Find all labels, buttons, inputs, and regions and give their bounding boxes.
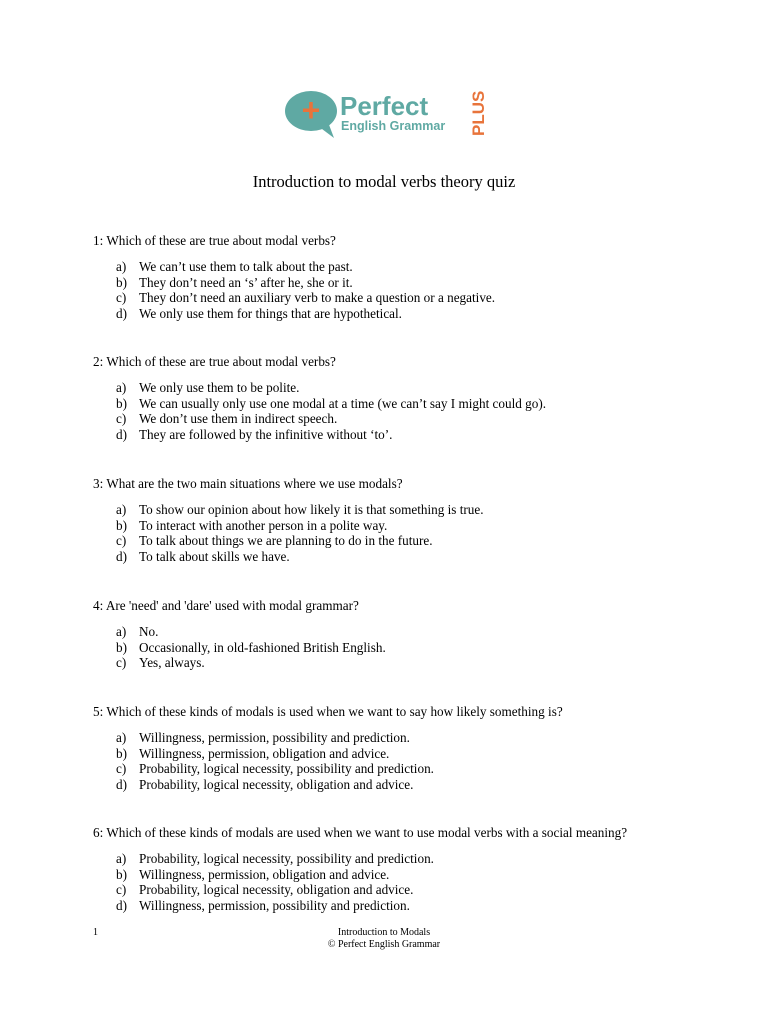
option-letter: a) bbox=[116, 730, 127, 745]
option-text: We don’t use them in indirect speech. bbox=[139, 411, 338, 426]
footer bbox=[0, 927, 768, 951]
option-text: Willingness, permission, possibility and prediction. bbox=[139, 897, 410, 913]
answer-option bbox=[93, 655, 713, 671]
answer-option bbox=[93, 549, 713, 565]
option-text: To interact with another person in a polite way. bbox=[139, 517, 388, 533]
answer-option bbox=[93, 427, 713, 443]
question-text: 2: Which of these are true about modal verbs? bbox=[93, 354, 336, 369]
brand-english-grammar: English Grammar bbox=[341, 119, 446, 133]
answer-option bbox=[93, 306, 713, 322]
answer-options bbox=[93, 502, 713, 564]
question-1 bbox=[93, 233, 713, 321]
option-text: Willingness, permission, obligation and advice. bbox=[139, 866, 390, 882]
option-text: We can’t use them to talk about the past. bbox=[139, 259, 353, 274]
option-letter: d) bbox=[116, 897, 127, 913]
answer-options bbox=[93, 259, 713, 321]
option-letter: a) bbox=[116, 851, 127, 866]
answer-options bbox=[93, 730, 713, 792]
answer-option bbox=[93, 730, 713, 746]
option-letter: a) bbox=[116, 624, 127, 639]
option-letter: b) bbox=[116, 395, 127, 411]
brand-plus: PLUS bbox=[469, 90, 488, 136]
brand-perfect: Perfect bbox=[340, 91, 429, 121]
page-number: 1 bbox=[93, 927, 98, 938]
option-text: No. bbox=[139, 624, 159, 639]
option-letter: b) bbox=[116, 517, 127, 533]
question-5 bbox=[93, 704, 713, 792]
option-text: To talk about skills we have. bbox=[139, 548, 290, 564]
answer-option bbox=[93, 882, 713, 898]
option-text: Probability, logical necessity, obligation and advice. bbox=[139, 776, 414, 792]
brand-logo bbox=[284, 86, 490, 142]
option-letter: d) bbox=[116, 548, 127, 564]
option-text: We only use them for things that are hypothetical. bbox=[139, 305, 402, 321]
option-letter: b) bbox=[116, 866, 127, 882]
answer-option bbox=[93, 259, 713, 275]
question-2 bbox=[93, 354, 713, 442]
answer-option bbox=[93, 640, 713, 656]
page-title: Introduction to modal verbs theory quiz bbox=[252, 172, 516, 191]
answer-option bbox=[93, 380, 713, 396]
answer-option bbox=[93, 411, 713, 427]
option-text: They don’t need an auxiliary verb to make a question or a negative. bbox=[139, 290, 496, 305]
option-letter: b) bbox=[116, 639, 127, 655]
option-text: Willingness, permission, obligation and advice. bbox=[139, 745, 390, 761]
option-letter: b) bbox=[116, 274, 127, 290]
question-6 bbox=[93, 825, 713, 913]
option-letter: a) bbox=[116, 502, 127, 517]
answer-option bbox=[93, 777, 713, 793]
answer-option bbox=[93, 396, 713, 412]
answer-option bbox=[93, 518, 713, 534]
answer-option bbox=[93, 290, 713, 306]
option-letter: c) bbox=[116, 655, 127, 670]
option-letter: d) bbox=[116, 305, 127, 321]
option-text: Probability, logical necessity, possibility and prediction. bbox=[139, 851, 434, 866]
option-text: They don’t need an ‘s’ after he, she or it. bbox=[139, 274, 353, 290]
brand-logo-graphic bbox=[284, 86, 490, 142]
question-text: 1: Which of these are true about modal verbs? bbox=[93, 233, 336, 248]
option-letter: c) bbox=[116, 290, 127, 305]
option-text: Occasionally, in old-fashioned British English. bbox=[139, 639, 386, 655]
option-text: Willingness, permission, possibility and prediction. bbox=[139, 730, 410, 745]
option-letter: c) bbox=[116, 411, 127, 426]
option-letter: a) bbox=[116, 259, 127, 274]
question-text: 5: Which of these kinds of modals is used when we want to say how likely something is? bbox=[93, 704, 563, 719]
answer-option bbox=[93, 898, 713, 914]
option-text: Yes, always. bbox=[139, 655, 205, 670]
option-letter: a) bbox=[116, 380, 127, 395]
answer-option bbox=[93, 867, 713, 883]
option-letter: c) bbox=[116, 533, 127, 548]
footer-doc-title: Introduction to Modals bbox=[337, 927, 431, 938]
option-text: To talk about things we are planning to do in the future. bbox=[139, 533, 433, 548]
option-text: To show our opinion about how likely it is that something is true. bbox=[139, 502, 484, 517]
option-text: Probability, logical necessity, possibility and prediction. bbox=[139, 761, 434, 776]
answer-option bbox=[93, 851, 713, 867]
option-letter: d) bbox=[116, 776, 127, 792]
option-text: They are followed by the infinitive without ‘to’. bbox=[139, 426, 393, 442]
answer-option bbox=[93, 533, 713, 549]
answer-options bbox=[93, 380, 713, 442]
question-4 bbox=[93, 598, 713, 671]
answer-options bbox=[93, 624, 713, 671]
answer-option bbox=[93, 502, 713, 518]
option-text: We can usually only use one modal at a time (we can’t say I might could go). bbox=[139, 395, 547, 411]
answer-option bbox=[93, 746, 713, 762]
question-text: 6: Which of these kinds of modals are used when we want to use modal verbs with a social meaning? bbox=[93, 825, 628, 840]
answer-options bbox=[93, 851, 713, 913]
option-letter: c) bbox=[116, 761, 127, 776]
option-letter: b) bbox=[116, 745, 127, 761]
option-text: Probability, logical necessity, obligation and advice. bbox=[139, 882, 414, 897]
question-text: 3: What are the two main situations where we use modals? bbox=[93, 476, 403, 491]
question-3 bbox=[93, 476, 713, 564]
option-text: We only use them to be polite. bbox=[139, 380, 300, 395]
answer-option bbox=[93, 624, 713, 640]
question-text: 4: Are 'need' and 'dare' used with modal grammar? bbox=[93, 598, 359, 613]
option-letter: c) bbox=[116, 882, 127, 897]
option-letter: d) bbox=[116, 426, 127, 442]
answer-option bbox=[93, 761, 713, 777]
plus-sign-icon: + bbox=[301, 92, 321, 128]
answer-option bbox=[93, 275, 713, 291]
footer-copyright: © Perfect English Grammar bbox=[327, 939, 441, 950]
